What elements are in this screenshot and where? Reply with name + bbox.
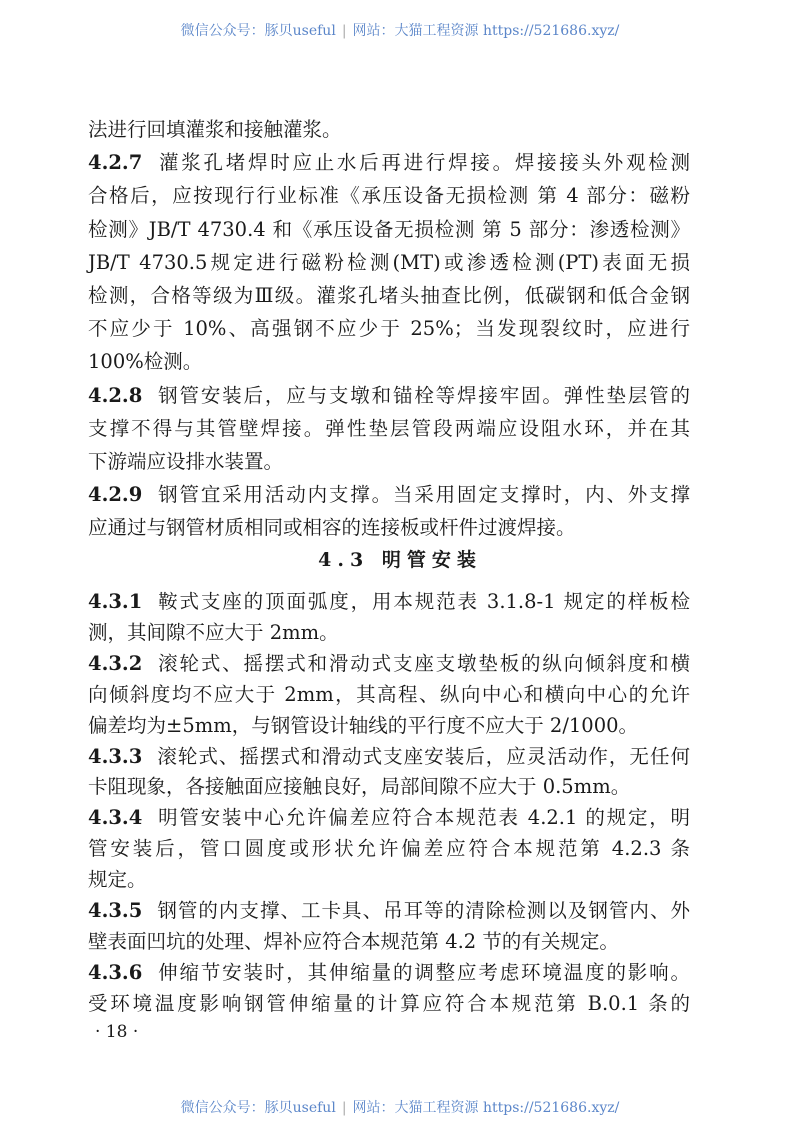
line-text: 鞍式支座的顶面弧度，用本规范表 3.1.8-1 规定的样板检 bbox=[156, 590, 690, 613]
clause-number: 4.3.2 bbox=[88, 652, 143, 675]
line-text: 钢管安装后，应与支墩和锚栓等焊接牢固。弹性垫层管的 bbox=[156, 384, 690, 407]
text-line bbox=[88, 249, 690, 277]
line-text: 合格后，应按现行行业标准《承压设备无损检测 第 4 部分：磁粉 bbox=[88, 184, 690, 207]
line-text: 钢管宜采用活动内支撑。当采用固定支撑时，内、外支撑 bbox=[156, 483, 690, 506]
watermark-right: 网站：大猫工程资源 https://521686.xyz/ bbox=[352, 1100, 620, 1116]
line-text: 卡阻现象，各接触面应接触良好，局部间隙不应大于 0.5mm。 bbox=[88, 775, 631, 798]
clause-number: 4.2.7 bbox=[88, 151, 143, 174]
line-text: 测，其间隙不应大于 2mm。 bbox=[88, 621, 339, 644]
text-line bbox=[88, 182, 690, 210]
text-line bbox=[88, 835, 690, 863]
watermark-left: 微信公众号：豚贝useful bbox=[180, 23, 336, 39]
clause-number: 4.2.9 bbox=[88, 483, 143, 506]
text-line bbox=[88, 866, 690, 894]
line-text: 规定。 bbox=[88, 868, 147, 891]
text-line bbox=[88, 282, 690, 310]
watermark-separator: | bbox=[341, 23, 347, 39]
line-text: 100%检测。 bbox=[88, 350, 203, 373]
text-line bbox=[88, 382, 690, 410]
text-line bbox=[88, 588, 690, 616]
text-line bbox=[88, 149, 690, 177]
line-text: 检测，合格等级为Ⅲ级。灌浆孔堵头抽查比例，低碳钢和低合金钢 bbox=[88, 284, 690, 307]
watermark-left: 微信公众号：豚贝useful bbox=[180, 1100, 336, 1116]
section-heading: 4.3 明管安装 bbox=[318, 549, 482, 571]
text-line bbox=[88, 448, 690, 476]
text-line bbox=[88, 773, 690, 801]
watermark-bottom bbox=[0, 1097, 800, 1117]
line-text: 钢管的内支撑、工卡具、吊耳等的清除检测以及钢管内、外 bbox=[156, 899, 690, 922]
clause-number: 4.3.4 bbox=[88, 806, 143, 829]
text-line bbox=[88, 712, 690, 740]
clause-number: 4.3.6 bbox=[88, 961, 143, 984]
line-text: 灌浆孔堵焊时应止水后再进行焊接。焊接接头外观检测 bbox=[156, 151, 690, 174]
watermark-separator: | bbox=[341, 1100, 347, 1116]
text-line bbox=[88, 481, 690, 509]
text-line bbox=[88, 928, 690, 956]
page-number: · 18 · bbox=[95, 1022, 139, 1042]
watermark-right: 网站：大猫工程资源 https://521686.xyz/ bbox=[352, 23, 620, 39]
text-line bbox=[88, 315, 690, 343]
text-line bbox=[88, 804, 690, 832]
line-text: 壁表面凹坑的处理、焊补应符合本规范第 4.2 节的有关规定。 bbox=[88, 930, 619, 953]
text-line bbox=[88, 681, 690, 709]
clause-number: 4.3.1 bbox=[88, 590, 143, 613]
text-line bbox=[88, 348, 690, 376]
line-text: 管安装后，管口圆度或形状允许偏差应符合本规范第 4.2.3 条 bbox=[88, 837, 690, 860]
line-text: 下游端应设排水装置。 bbox=[88, 450, 284, 473]
line-text: 偏差均为±5mm，与钢管设计轴线的平行度不应大于 2/1000。 bbox=[88, 714, 639, 737]
watermark-top bbox=[0, 20, 800, 40]
line-text: 伸缩节安装时，其伸缩量的调整应考虑环境温度的影响。 bbox=[156, 961, 690, 984]
line-text: 明管安装中心允许偏差应符合本规范表 4.2.1 的规定，明 bbox=[156, 806, 690, 829]
line-text: 检测》JB/T 4730.4 和《承压设备无损检测 第 5 部分：渗透检测》 bbox=[88, 218, 690, 241]
text-line bbox=[88, 650, 690, 678]
text-line bbox=[88, 959, 690, 987]
line-text: 不应少于 10%、高强钢不应少于 25%；当发现裂纹时，应进行 bbox=[88, 317, 690, 340]
line-text: 滚轮式、摇摆式和滑动式支座安装后，应灵活动作，无任何 bbox=[156, 745, 690, 768]
text-line bbox=[88, 514, 690, 542]
clause-number: 4.2.8 bbox=[88, 384, 143, 407]
text-line bbox=[88, 415, 690, 443]
line-text: 向倾斜度均不应大于 2mm，其高程、纵向中心和横向中心的允许 bbox=[88, 683, 690, 706]
line-text: 应通过与钢管材质相同或相容的连接板或杆件过渡焊接。 bbox=[88, 516, 576, 539]
line-text: 受环境温度影响钢管伸缩量的计算应符合本规范第 B.0.1 条的 bbox=[88, 992, 690, 1015]
text-line bbox=[88, 990, 690, 1018]
line-text: 法进行回填灌浆和接触灌浆。 bbox=[88, 118, 342, 141]
text-line bbox=[88, 743, 690, 771]
line-text: 滚轮式、摇摆式和滑动式支座支墩垫板的纵向倾斜度和横 bbox=[156, 652, 690, 675]
clause-number: 4.3.3 bbox=[88, 745, 143, 768]
text-line bbox=[88, 216, 690, 244]
text-line bbox=[88, 116, 690, 144]
line-text: 支撑不得与其管壁焊接。弹性垫层管段两端应设阻水环，并在其 bbox=[88, 417, 690, 440]
line-text: JB/T 4730.5规定进行磁粉检测(MT)或渗透检测(PT)表面无损 bbox=[88, 251, 690, 274]
text-line bbox=[88, 897, 690, 925]
clause-number: 4.3.5 bbox=[88, 899, 143, 922]
text-line bbox=[88, 619, 690, 647]
